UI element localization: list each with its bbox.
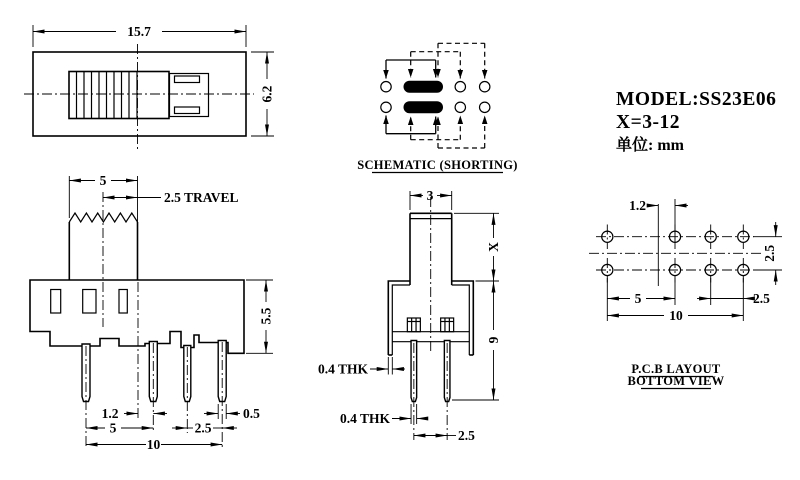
dim-top-height xyxy=(251,52,275,136)
model-number: MODEL:SS23E06 xyxy=(616,89,777,110)
dim-pin-thickness xyxy=(340,404,428,426)
schematic-label: SCHEMATIC (SHORTING) xyxy=(357,158,518,172)
dim-label-stem-width: 3 xyxy=(426,188,434,203)
dim-stem-height xyxy=(454,213,501,281)
front-view-slot-2 xyxy=(83,290,96,314)
dim-top-width xyxy=(33,24,246,47)
dim-label-side-body-height: 9 xyxy=(486,336,501,344)
dim-pin-width xyxy=(204,404,260,421)
x-range: X=3-12 xyxy=(616,112,680,133)
pcb-label-line2: BOTTOM VIEW xyxy=(627,374,725,388)
dim-front-body-height xyxy=(246,280,274,353)
dim-label-pitch-right: 2.5 xyxy=(194,420,212,436)
front-view-body-outline xyxy=(30,280,244,353)
dim-center-offset xyxy=(102,406,167,421)
schematic-connections-bottom xyxy=(386,116,485,149)
pcb-dim-label-row-pitch: 2.5 xyxy=(762,244,777,262)
dim-pitch-left xyxy=(86,421,153,436)
pcb-dim-label-pitch-left: 5 xyxy=(634,291,642,306)
dim-label-pin-width: 0.5 xyxy=(243,406,260,421)
dim-side-pin-pitch xyxy=(414,428,475,443)
dim-label-frame-thickness: 0.4 THK xyxy=(317,361,368,377)
side-view-terminal-a xyxy=(407,318,420,332)
pcb-layout-view xyxy=(589,198,782,389)
schematic-shorting-bar-top xyxy=(404,81,444,93)
schematic-view xyxy=(357,43,518,172)
top-view-knob-ribs xyxy=(77,72,138,119)
schematic-connections-top xyxy=(386,43,485,78)
pcb-dim-label-center-offset: 1.2 xyxy=(629,198,646,213)
side-view xyxy=(318,188,501,443)
front-view-slot-3 xyxy=(119,290,127,314)
pcb-label-line1: P.C.B LAYOUT xyxy=(631,362,721,376)
top-view xyxy=(24,24,275,151)
front-view-slot-1 xyxy=(51,290,61,314)
title-block xyxy=(616,89,776,154)
dim-label-stem-height: X xyxy=(486,242,501,252)
dim-label-front-body-height: 5.5 xyxy=(258,307,274,325)
pcb-dim-total-span xyxy=(607,308,743,323)
pcb-dim-label-pitch-right: 2.5 xyxy=(753,291,770,306)
dim-label-top-height: 6.2 xyxy=(259,85,275,103)
top-view-cover-plate xyxy=(170,74,209,117)
pcb-dim-pitch-left xyxy=(607,278,675,321)
dim-label-side-pin-pitch: 2.5 xyxy=(458,428,475,443)
front-view xyxy=(30,173,274,452)
dim-pitch-right xyxy=(172,421,237,436)
dim-travel xyxy=(103,190,239,205)
dim-label-top-width: 15.7 xyxy=(127,24,151,39)
unit-note: 单位: mm xyxy=(616,137,684,154)
dim-label-pin-thickness: 0.4 THK xyxy=(339,411,390,426)
dim-label-center-offset: 1.2 xyxy=(101,406,119,421)
top-view-cover-slot-1 xyxy=(175,76,200,83)
dim-total-span xyxy=(86,437,222,452)
schematic-shorting-bar-bottom xyxy=(404,101,444,113)
side-view-terminal-b xyxy=(441,318,454,332)
dim-label-total-span: 10 xyxy=(146,437,161,452)
dim-label-pitch-left: 5 xyxy=(109,420,117,436)
dim-label-knob-width: 5 xyxy=(99,173,107,188)
pcb-dim-pitch-right xyxy=(697,278,770,321)
dim-side-body-height xyxy=(452,281,501,400)
dim-frame-thickness xyxy=(318,357,405,377)
dim-label-travel: 2.5 TRAVEL xyxy=(164,190,239,205)
pcb-dim-label-total-span: 10 xyxy=(669,308,683,323)
top-view-cover-slot-2 xyxy=(175,107,200,114)
